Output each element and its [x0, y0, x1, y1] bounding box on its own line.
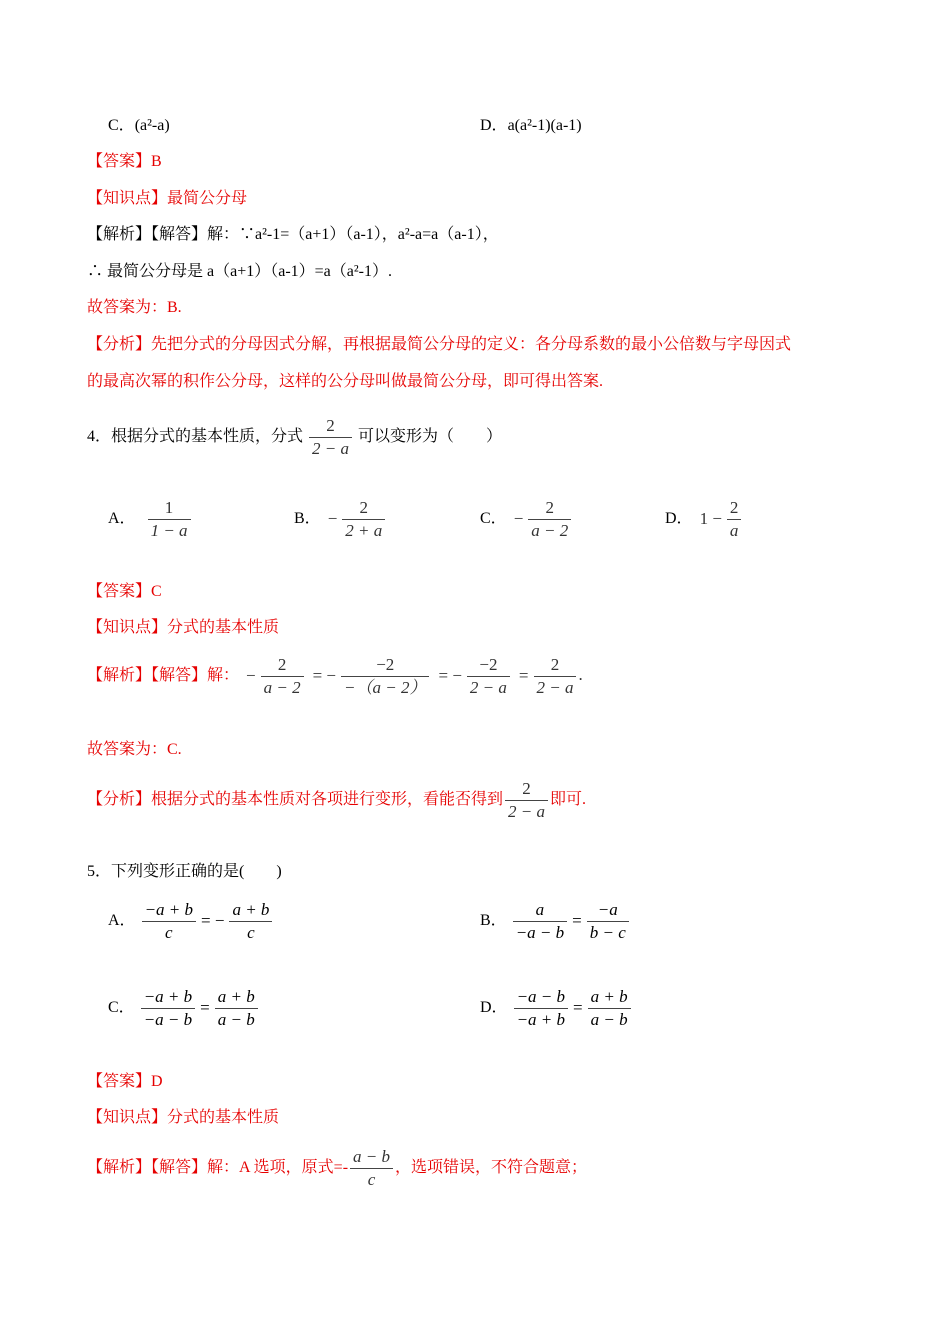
- step-prefix: = −: [438, 666, 462, 686]
- rhs-fraction: [229, 899, 272, 944]
- frac-den: a − b: [588, 1008, 631, 1031]
- q4-fenxi-before: 【分析】根据分式的基本性质对各项进行变形，看能否得到: [87, 791, 504, 808]
- step-prefix: = −: [312, 666, 337, 686]
- q4-stem-frac-den: 2 − a: [309, 437, 352, 460]
- frac-den: a − 2: [528, 519, 571, 542]
- frac-den: c: [350, 1168, 393, 1191]
- q4-fenxi: [87, 776, 586, 824]
- frac-num: −a − b: [516, 986, 566, 1006]
- q3-option-c: [108, 116, 170, 136]
- analysis-end: .: [578, 665, 583, 684]
- q4-stem-frac-num: 2: [326, 415, 335, 435]
- frac-den: −a − b: [141, 1008, 195, 1031]
- q4-fenxi-fraction: [505, 778, 548, 823]
- rhs-fraction: [215, 986, 258, 1031]
- frac-num: 2: [522, 778, 531, 798]
- frac-num: 2: [277, 654, 287, 674]
- frac-num: −2: [479, 654, 498, 674]
- q4-option-a: [108, 496, 193, 542]
- frac-den: 2 − a: [534, 676, 577, 699]
- q3-option-d-text: a(a²-1)(a-1): [507, 117, 582, 134]
- frac-den: 2 − a: [467, 676, 510, 699]
- q3-fenxi-line1: 【分析】先把分式的分母因式分解，再根据最简公分母的定义：各分母系数的最小公倍数与字母因式: [87, 336, 792, 353]
- q5-option-d: [480, 985, 633, 1031]
- q3-analysis-line2: ∴ 最简公分母是 a（a+1）（a-1）=a（a²-1）.: [87, 263, 393, 280]
- frac-num: 1: [164, 497, 174, 517]
- q4-option-prefix: −: [327, 509, 338, 529]
- equals: = −: [201, 911, 225, 931]
- frac-den: −a − b: [513, 921, 567, 944]
- equals: =: [200, 998, 210, 1018]
- step-fraction: [467, 654, 510, 699]
- q3-fenxi-line2: 的最高次幂的积作公分母，这样的公分母叫做最简公分母，即可得出答案.: [87, 373, 604, 390]
- lhs-fraction: [514, 986, 568, 1031]
- frac-num: 2: [550, 654, 560, 674]
- q4-option-label: D．: [665, 510, 693, 527]
- q5-analysis-fraction: [350, 1146, 393, 1191]
- frac-den: a: [727, 519, 742, 542]
- frac-num: a + b: [217, 986, 255, 1006]
- lhs-fraction: [513, 899, 567, 944]
- q4-fenxi-after: 即可.: [550, 791, 587, 808]
- q4-option-fraction: [342, 497, 385, 542]
- q5-analysis: [87, 1143, 587, 1193]
- rhs-fraction: [587, 899, 629, 944]
- q3-analysis-line1: 【解析】【解答】解：∵a²-1=（a+1）（a-1），a²-a=a（a-1），: [87, 226, 499, 243]
- frac-num: a + b: [590, 986, 628, 1006]
- q4-option-d: [665, 496, 743, 542]
- q5-option-label: B．: [480, 912, 507, 929]
- q5-option-a: [108, 898, 274, 944]
- frac-num: −a + b: [144, 899, 194, 919]
- lhs-fraction: [142, 899, 196, 944]
- frac-num: −a: [597, 899, 618, 919]
- q4-knowledge: 【知识点】分式的基本性质: [87, 619, 280, 636]
- q4-option-b: [294, 496, 387, 542]
- frac-num: a + b: [232, 899, 270, 919]
- equals: =: [572, 911, 582, 931]
- q5-option-c: [108, 985, 260, 1031]
- q3-option-c-label: C．: [108, 117, 135, 134]
- frac-den: −（a − 2）: [341, 676, 429, 699]
- frac-num: −2: [376, 654, 395, 674]
- frac-den: 1 − a: [148, 519, 191, 542]
- q5-answer: 【答案】D: [87, 1073, 163, 1090]
- frac-num: a: [535, 899, 545, 919]
- q5-analysis-after: ，选项错误，不符合题意；: [395, 1159, 588, 1176]
- frac-num: a − b: [353, 1146, 391, 1166]
- q5-analysis-before: 【解析】【解答】解：A 选项，原式=-: [87, 1159, 349, 1176]
- equals: =: [573, 998, 583, 1018]
- q4-option-fraction: [148, 497, 191, 542]
- frac-den: 2 − a: [505, 800, 548, 823]
- lhs-fraction: [141, 986, 195, 1031]
- frac-num: −a + b: [143, 986, 193, 1006]
- frac-num: 2: [729, 497, 739, 517]
- step-prefix: −: [246, 666, 256, 686]
- step-fraction: [261, 654, 304, 699]
- q3-knowledge: 【知识点】最简公分母: [87, 190, 248, 207]
- q4-option-prefix: 1 −: [699, 509, 722, 529]
- frac-den: 2 + a: [342, 519, 385, 542]
- q4-conclusion: 故答案为：C.: [87, 741, 182, 758]
- q4-analysis: [87, 651, 583, 700]
- frac-den: b − c: [587, 921, 629, 944]
- q4-answer: 【答案】C: [87, 583, 162, 600]
- q4-option-c: [480, 496, 573, 542]
- q5-option-b: [480, 898, 631, 944]
- q3-option-d-label: D．: [480, 117, 508, 134]
- q3-option-c-text: (a²-a): [134, 117, 170, 134]
- frac-den: a − 2: [261, 676, 304, 699]
- q4-option-prefix: −: [513, 509, 524, 529]
- q5-stem: 5．下列变形正确的是( ): [87, 863, 282, 880]
- q5-option-label: C．: [108, 999, 135, 1016]
- frac-den: c: [229, 921, 272, 944]
- q4-option-fraction: [727, 497, 742, 542]
- q5-option-label: D．: [480, 999, 508, 1016]
- frac-den: a − b: [215, 1008, 258, 1031]
- q4-analysis-label: 【解析】【解答】解：: [87, 667, 240, 684]
- q4-stem-before: 4．根据分式的基本性质，分式: [87, 428, 304, 445]
- q5-option-label: A．: [108, 912, 136, 929]
- q4-option-label: A．: [108, 510, 136, 527]
- q5-knowledge: 【知识点】分式的基本性质: [87, 1109, 280, 1126]
- rhs-fraction: [588, 986, 631, 1031]
- frac-num: 2: [359, 497, 369, 517]
- q3-answer: 【答案】B: [87, 153, 162, 170]
- frac-num: 2: [545, 497, 555, 517]
- q4-option-label: C．: [480, 510, 507, 527]
- step-prefix: =: [518, 666, 529, 686]
- q4-option-label: B．: [294, 510, 321, 527]
- q3-conclusion: 故答案为：B.: [87, 299, 182, 316]
- step-fraction: [534, 654, 577, 699]
- q4-stem-after: 可以变形为（ ）: [358, 428, 503, 445]
- step-fraction: [341, 654, 429, 699]
- q4-stem: [87, 414, 502, 460]
- q4-stem-fraction: [309, 415, 352, 460]
- q3-option-d: [480, 116, 582, 136]
- frac-den: c: [142, 921, 196, 944]
- frac-den: −a + b: [514, 1008, 568, 1031]
- q4-option-fraction: [528, 497, 571, 542]
